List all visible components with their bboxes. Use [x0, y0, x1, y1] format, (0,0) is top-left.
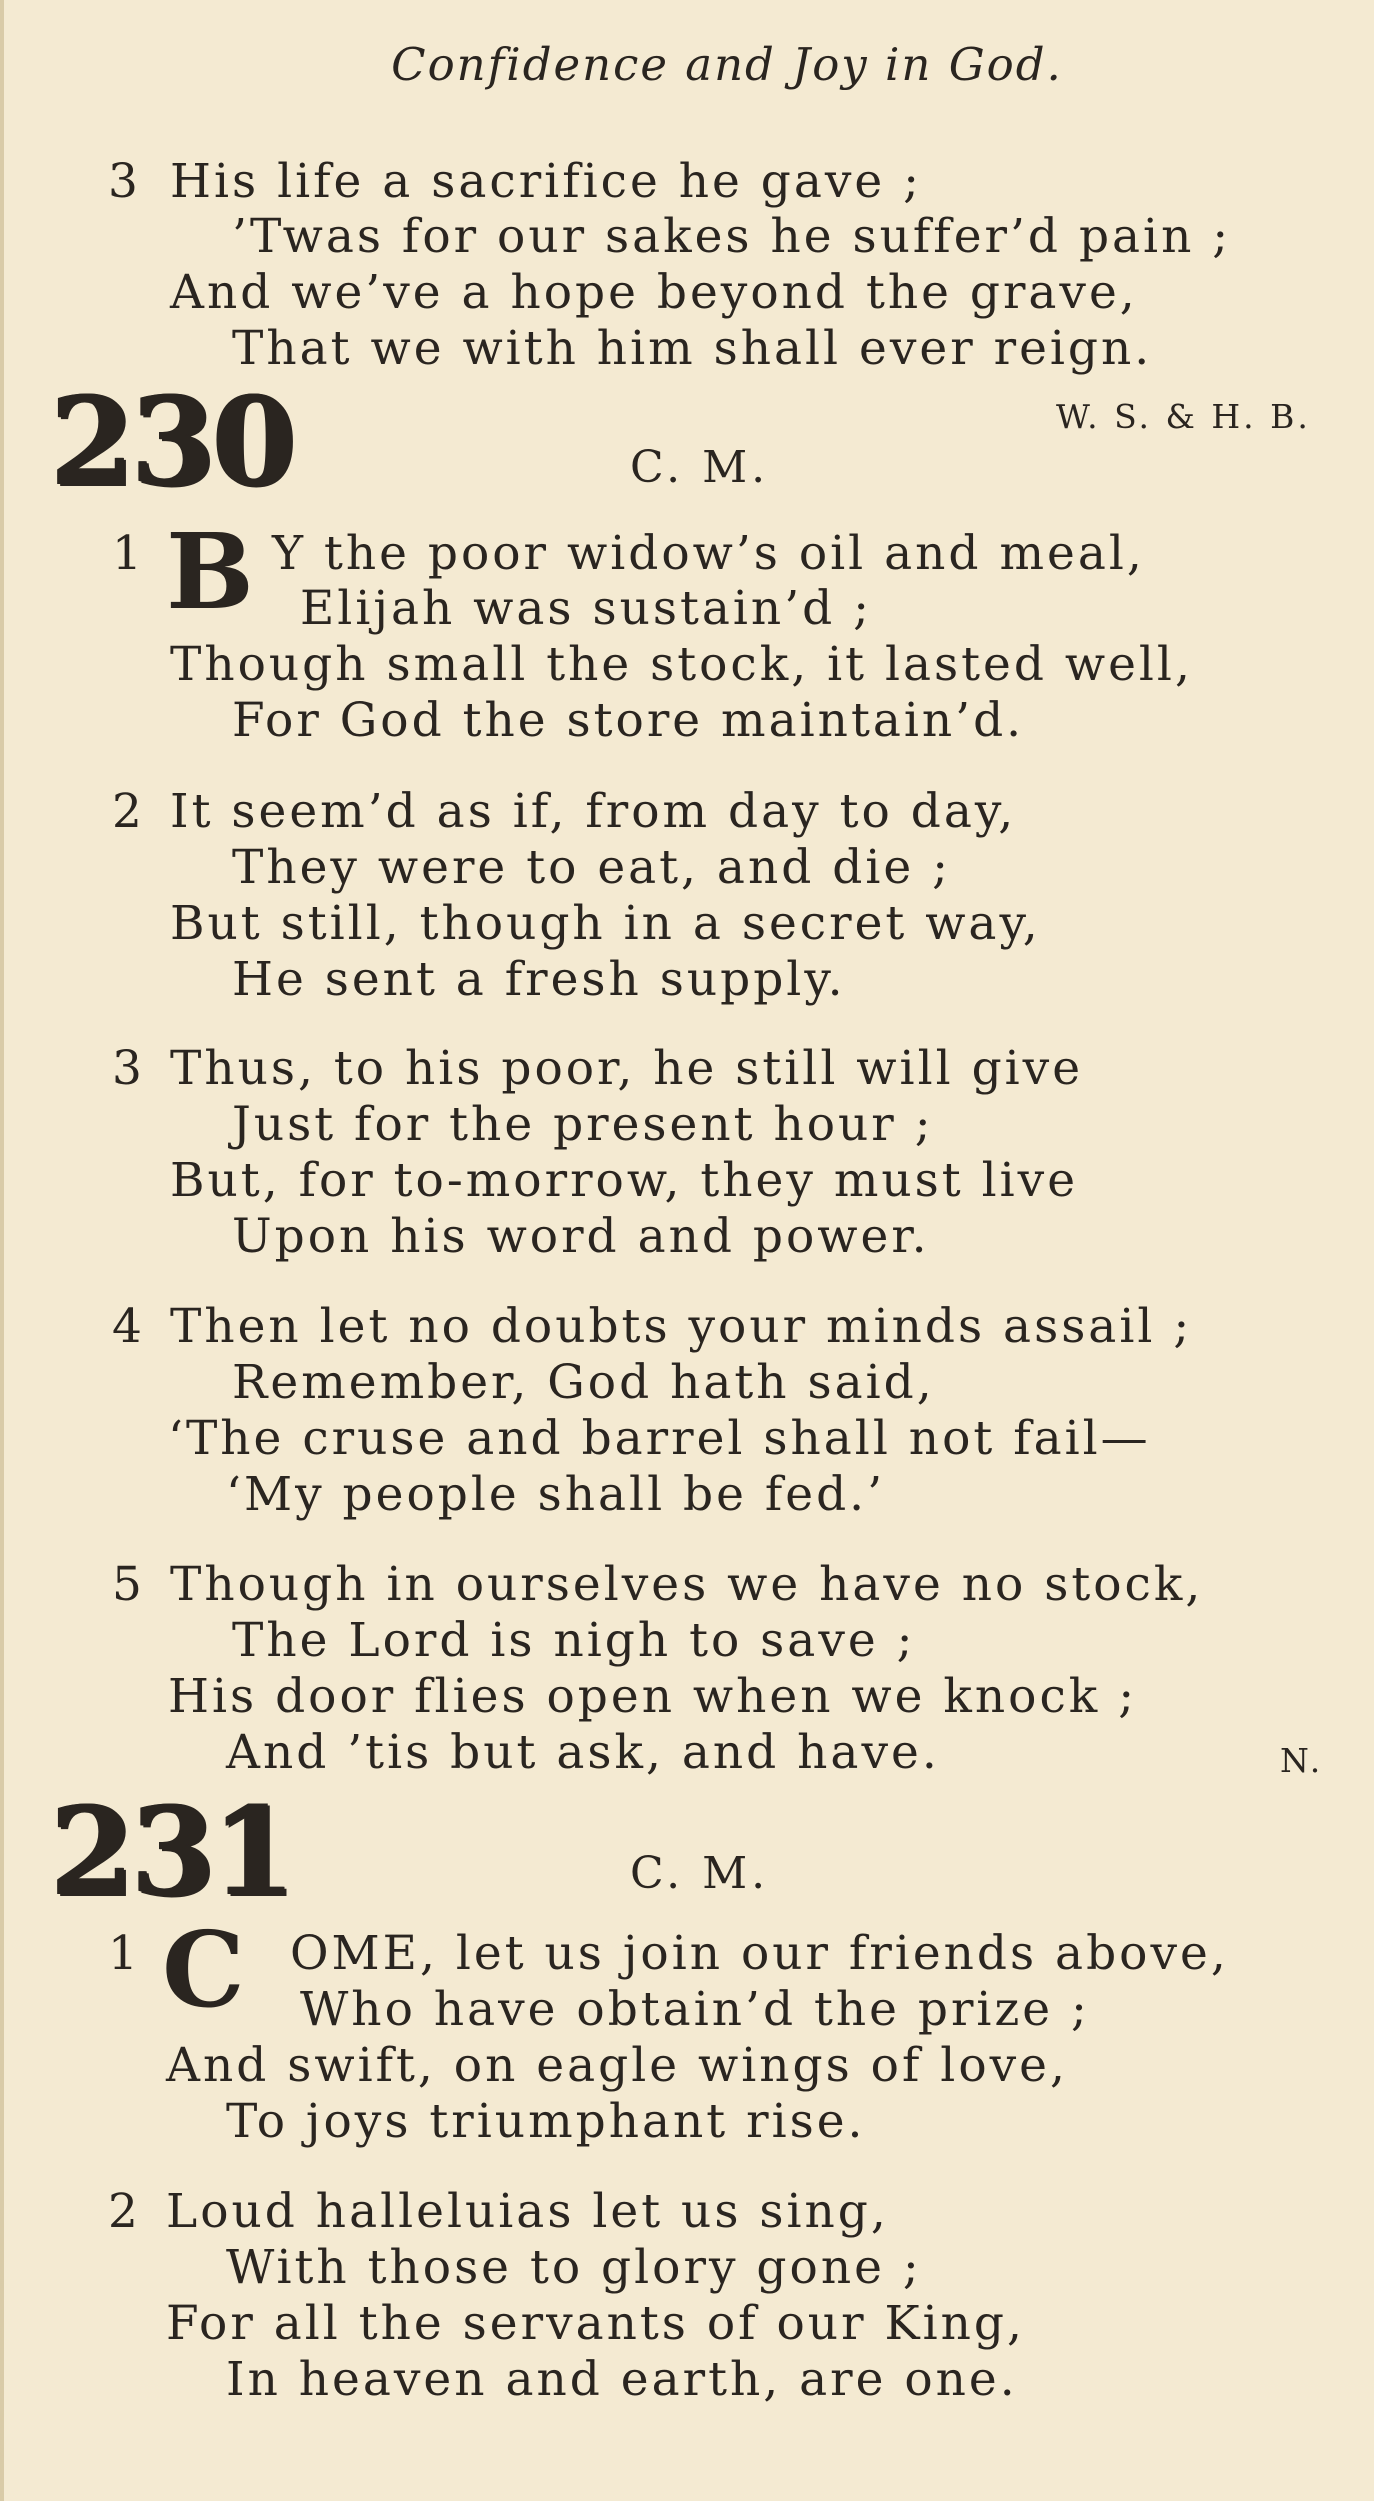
verse-line: Loud halleluias let us sing, [166, 2184, 889, 2239]
verse-line: ’Twas for our sakes he suffer’d pain ; [232, 209, 1232, 264]
verse-number: 2 [112, 784, 142, 839]
verse-number: 1 [112, 526, 142, 581]
verse-number: 3 [112, 1041, 142, 1096]
verse-line: Just for the present hour ; [232, 1097, 934, 1152]
verse-line: OME, let us join our friends above, [290, 1926, 1229, 1981]
verse-line: He sent a fresh supply. [232, 952, 846, 1007]
hymn-number: 230 [50, 369, 293, 513]
verse-number: 3 [108, 154, 138, 209]
hymn-attribution: W. S. & H. B. [1056, 397, 1311, 436]
verse-line: For all the servants of our King, [166, 2296, 1025, 2351]
verse-line: The Lord is nigh to save ; [232, 1613, 916, 1668]
verse-line: They were to eat, and die ; [232, 840, 951, 895]
verse-line: That we with him shall ever reign. [232, 321, 1153, 376]
verse-line: Elijah was sustain’d ; [300, 581, 873, 636]
verse-line: With those to glory gone ; [226, 2240, 922, 2295]
verse-line: His life a sacrifice he gave ; [170, 154, 922, 209]
verse-line: But, for to-morrow, they must live [170, 1153, 1079, 1208]
verse-line: And ’tis but ask, and have. [226, 1725, 940, 1780]
verse-line: Who have obtain’d the prize ; [300, 1982, 1090, 2037]
verse-number: 5 [112, 1557, 142, 1612]
verse-line: For God the store maintain’d. [232, 693, 1025, 748]
verse-line: Thus, to his poor, he still will give [170, 1041, 1084, 1096]
drop-cap: B [166, 510, 254, 633]
meter-label: C. M. [630, 1848, 770, 1899]
verse-line: And swift, on eagle wings of love, [166, 2038, 1068, 2093]
verse-line: To joys triumphant rise. [226, 2094, 866, 2149]
verse-line: Remember, God hath said, [232, 1355, 935, 1410]
verse-line: Then let no doubts your minds assail ; [170, 1299, 1193, 1354]
verse-line: ‘The cruse and barrel shall not fail— [168, 1411, 1151, 1466]
verse-line: In heaven and earth, are one. [226, 2352, 1018, 2407]
verse-line: Upon his word and power. [232, 1209, 930, 1264]
verse-line: But still, though in a secret way, [170, 896, 1041, 951]
verse-line: It seem’d as if, from day to day, [170, 784, 1017, 839]
drop-cap: C [162, 1908, 245, 2031]
verse-number: 4 [112, 1299, 142, 1354]
verse-line: And we’ve a hope beyond the grave, [170, 265, 1138, 320]
page-edge [0, 0, 4, 2501]
verse-line: ‘My people shall be fed.’ [226, 1467, 886, 1522]
verse-line: Though small the stock, it lasted well, [170, 637, 1193, 692]
verse-line: His door flies open when we knock ; [168, 1669, 1138, 1724]
verse-number: 2 [108, 2184, 138, 2239]
verse-line: Y the poor widow’s oil and meal, [272, 526, 1145, 581]
end-mark: N. [1280, 1741, 1324, 1780]
verse-number: 1 [108, 1926, 138, 1981]
running-title: Confidence and Joy in God. [391, 38, 1063, 91]
hymn-number: 231 [50, 1779, 293, 1923]
meter-label: C. M. [630, 442, 770, 493]
verse-line: Though in ourselves we have no stock, [170, 1557, 1204, 1612]
